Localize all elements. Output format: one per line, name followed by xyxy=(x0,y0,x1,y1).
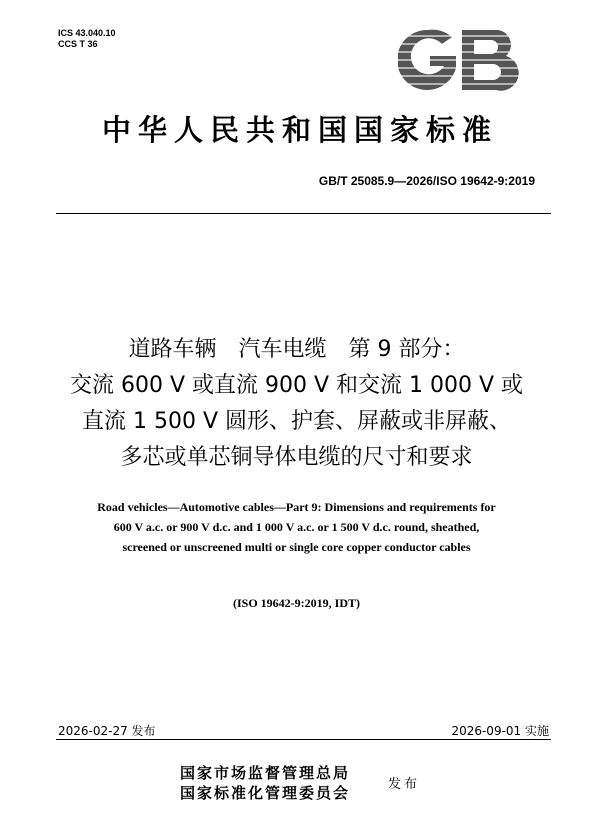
classification-codes xyxy=(58,28,116,50)
chinese-title-line-4: 多芯或单芯铜导体电缆的尺寸和要求 xyxy=(120,445,473,470)
ccs-code: CCS T 36 xyxy=(58,39,98,49)
chinese-title-line-3: 直流 1 500 V 圆形、护套、屏蔽或非屏蔽、 xyxy=(81,409,511,434)
publisher-samr: 国家市场监督管理总局 xyxy=(180,764,351,782)
chinese-title-line-2: 交流 600 V 或直流 900 V 和交流 1 000 V 或 xyxy=(69,373,524,398)
issue-date: 2026-02-27 发布 xyxy=(58,724,156,738)
publish-label: 发布 xyxy=(388,777,421,792)
implementation-date: 2026-09-01 实施 xyxy=(451,724,549,738)
english-title-line-3: screened or unscreened multi or single core copper conductor cables xyxy=(122,540,471,554)
chinese-title xyxy=(0,332,593,476)
english-title xyxy=(0,497,593,557)
ics-code: ICS 43.040.10 xyxy=(58,28,116,38)
organization-title: 中华人民共和国国家标准 xyxy=(101,113,498,147)
gb-logo xyxy=(398,28,522,92)
publisher-sac: 国家标准化管理委员会 xyxy=(180,784,351,802)
standard-number: GB/T 25085.9—2026/ISO 19642-9:2019 xyxy=(318,174,535,188)
chinese-title-line-1: 道路车辆 汽车电缆 第 9 部分： xyxy=(128,337,465,362)
english-title-line-2: 600 V a.c. or 900 V d.c. and 1 000 V a.c. or 1 500 V d.c. round, sheathed, xyxy=(113,520,480,534)
bottom-divider xyxy=(56,739,551,740)
english-title-line-1: Road vehicles—Automotive cables—Part 9: Dimensions and requirements for xyxy=(97,500,496,514)
publishers xyxy=(180,763,350,803)
iso-reference: (ISO 19642-9:2019, IDT) xyxy=(232,596,360,610)
top-divider xyxy=(56,213,551,214)
